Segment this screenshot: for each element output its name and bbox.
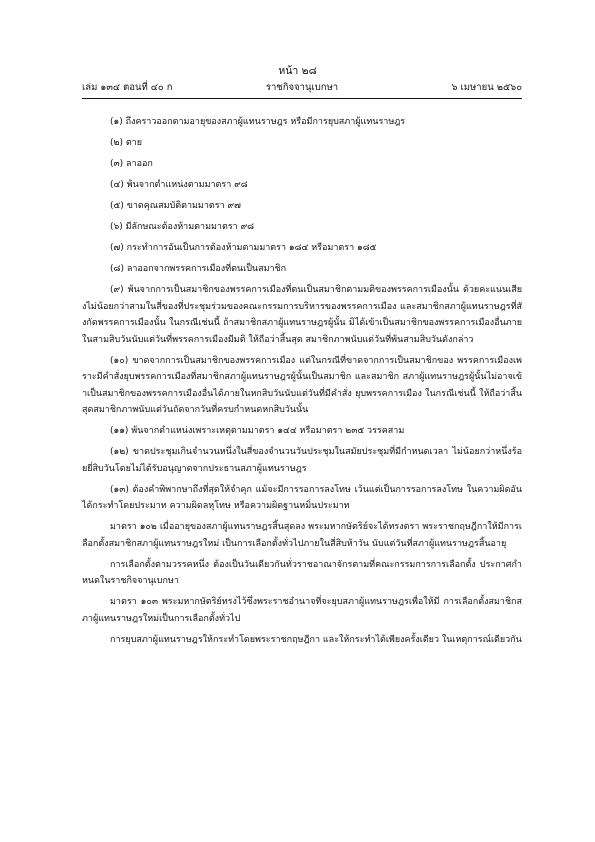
page-number: หน้า ๒๘ [278,65,317,77]
list-item: (๓) ลาออก [110,159,153,169]
list-item: (๒) ตาย [110,138,142,148]
list-item: (๑) ถึงคราวออกตามอายุของสภาผู้แทนราษฎร หรือมีการยุบสภาผู้แทนราษฎร [110,117,406,127]
list-item: (๑๒) ขาดประชุมเกินจำนวนหนึ่งในสี่ของจำนวนวันประชุมในสมัยประชุมที่มีกำหนดเวลา ไม่น้อยกว่าหนึ่งร้อยยี่สิบวันโดยไม่ได้รับอนุญาตจากประธานสภาผู้แทนราษฎร [82,447,522,474]
publication-date: ๖ เมษายน ๒๕๖๐ [451,82,522,93]
list-item: (๘) ลาออกจากพรรคการเมืองที่ตนเป็นสมาชิก [110,264,287,274]
gazette-header [82,80,522,94]
list-item: (๑๓) ต้องคำพิพากษาถึงที่สุดให้จำคุก แม้จะมีการรอการลงโทษ เว้นแต่เป็นการรอการลงโทษ ในความผิดอันได้กระทำโดยประมาท ความผิดลหุโทษ หรือความผิดฐานหมิ่นประมาท [82,484,522,511]
section-paragraph: มาตรา ๑๐๓ พระมหากษัตริย์ทรงไว้ซึ่งพระราชอำนาจที่จะยุบสภาผู้แทนราษฎรเพื่อให้มี การเลือกตั้งสมาชิกสภาผู้แทนราษฎรใหม่เป็นการเลือกตั้งทั่วไป [82,597,522,624]
list-item: (๙) พ้นจากการเป็นสมาชิกของพรรคการเมืองที่ตนเป็นสมาชิกตามมติของพรรคการเมืองนั้น ด้วยคะแนนเสียงไม่น้อยกว่าสามในสี่ของที่ประชุมร่วมของคณะกรรมการบริหารของพรรคการเมือง และสมาชิกสภาผู้แทนราษฎรที่สังกัดพรรคการเมืองนั้น ในกรณีเช่นนี้ ถ้าสมาชิกสภาผู้แทนราษฎรผู้นั้น มิได้เข้าเป็นสมาชิกของพรรคการเมืองอื่นภายในสามสิบวันนับแต่วันที่พรรคการเมืองมีมติ ให้ถือว่าสิ้นสุด สมาชิกภาพนับแต่วันที่พ้นสามสิบวันดังกล่าว [82,285,522,345]
list-item: (๔) พ้นจากตำแหน่งตามมาตรา ๙๘ [110,180,248,190]
header-divider [82,98,522,99]
list-item: (๗) กระทำการอันเป็นการต้องห้ามตามมาตรา ๑๘๔ หรือมาตรา ๑๘๕ [110,243,377,253]
list-item: (๕) ขาดคุณสมบัติตามมาตรา ๙๗ [110,201,241,211]
gazette-name: ราชกิจจานุเบกษา [265,82,339,93]
list-item: (๖) มีลักษณะต้องห้ามตามมาตรา ๙๘ [110,222,255,232]
document-body [82,114,522,653]
list-item: (๑๑) พ้นจากตำแหน่งเพราะเหตุตามมาตรา ๑๔๔ หรือมาตรา ๒๓๕ วรรคสาม [110,426,405,436]
section-paragraph: การยุบสภาผู้แทนราษฎรให้กระทำโดยพระราชกฤษฎีกา และให้กระทำได้เพียงครั้งเดียว ในเหตุการณ์เดียวกัน [110,634,522,645]
section-paragraph: มาตรา ๑๐๒ เมื่ออายุของสภาผู้แทนราษฎรสิ้นสุดลง พระมหากษัตริย์จะได้ทรงตรา พระราชกฤษฎีกาให้มีการเลือกตั้งสมาชิกสภาผู้แทนราษฎรใหม่ เป็นการเลือกตั้งทั่วไปภายในสี่สิบห้าวัน นับแต่วันที่สภาผู้แทนราษฎรสิ้นอายุ [82,522,522,549]
volume-issue: เล่ม ๑๓๔ ตอนที่ ๔๐ ก [82,82,173,93]
section-paragraph: การเลือกตั้งตามวรรคหนึ่ง ต้องเป็นวันเดียวกันทั่วราชอาณาจักรตามที่คณะกรรมการการเลือกตั้ง ประกาศกำหนดในราชกิจจานุเบกษา [82,559,522,586]
list-item: (๑๐) ขาดจากการเป็นสมาชิกของพรรคการเมือง แต่ในกรณีที่ขาดจากการเป็นสมาชิกของ พรรคการเมืองเพราะมีคำสั่งยุบพรรคการเมืองที่สมาชิกสภาผู้แทนราษฎรผู้นั้นเป็นสมาชิก และสมาชิก สภาผู้แทนราษฎรผู้นั้นไม่อาจเข้าเป็นสมาชิกของพรรคการเมืองอื่นได้ภายในหกสิบวันนับแต่วันที่มีคำสั่ง ยุบพรรคการเมือง ในกรณีเช่นนี้ ให้ถือว่าสิ้นสุดสมาชิกภาพนับแต่วันถัดจากวันที่ครบกำหนดหกสิบวันนั้น [82,355,522,415]
